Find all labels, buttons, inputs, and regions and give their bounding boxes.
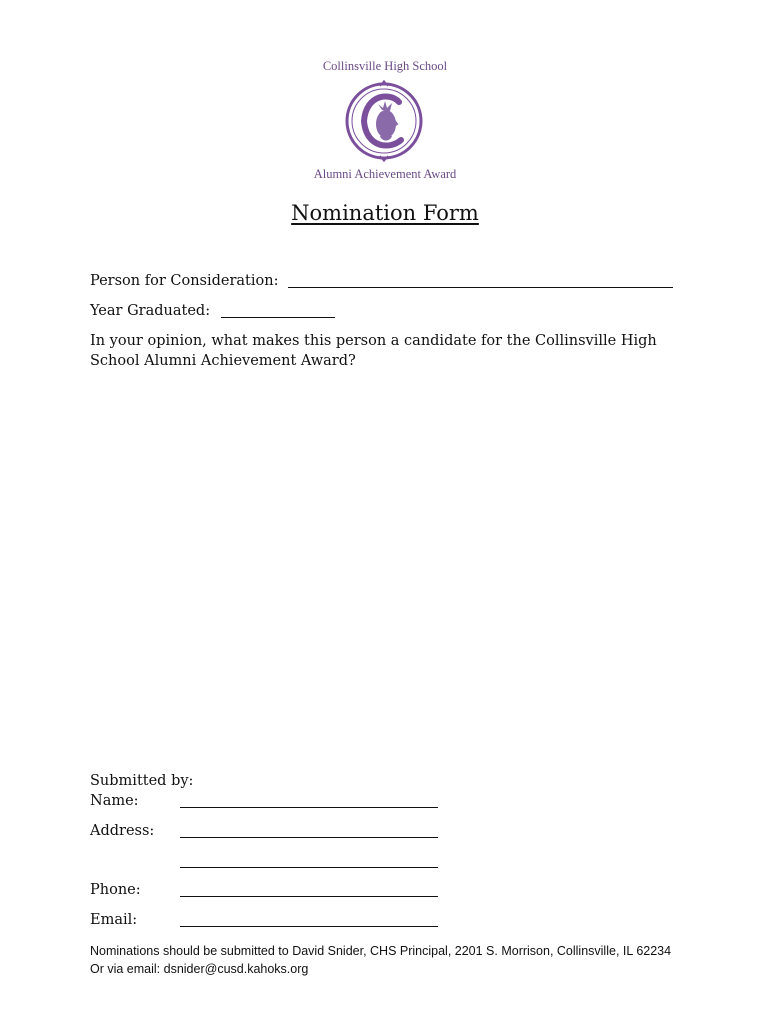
address-field-line-2[interactable]	[180, 867, 438, 868]
address-field-line-1[interactable]	[180, 837, 438, 838]
response-area[interactable]	[90, 380, 680, 760]
address-label: Address:	[90, 823, 155, 839]
school-name: Collinsville High School	[322, 59, 448, 73]
email-label: Email:	[90, 912, 138, 928]
person-label: Person for Consideration:	[90, 273, 279, 289]
year-field[interactable]	[221, 317, 335, 318]
question-text: In your opinion, what makes this person a candidate for the Collinsville High School Alumni Achievement Award?	[90, 333, 657, 369]
footer-submission-address: Nominations should be submitted to David Snider, CHS Principal, 2201 S. Morrison, Collinsville, IL 62234	[90, 944, 672, 958]
school-crest-icon	[344, 80, 424, 162]
email-field[interactable]	[180, 926, 438, 927]
submitted-by-heading: Submitted by:	[90, 773, 194, 789]
award-name: Alumni Achievement Award	[313, 167, 457, 181]
phone-label: Phone:	[90, 882, 141, 898]
phone-field[interactable]	[180, 896, 438, 897]
name-label: Name:	[90, 793, 139, 809]
footer-email: Or via email: dsnider@cusd.kahoks.org	[90, 962, 309, 976]
person-field[interactable]	[288, 287, 673, 288]
name-field[interactable]	[180, 807, 438, 808]
year-label: Year Graduated:	[90, 303, 211, 319]
form-title: Nomination Form	[291, 201, 479, 225]
